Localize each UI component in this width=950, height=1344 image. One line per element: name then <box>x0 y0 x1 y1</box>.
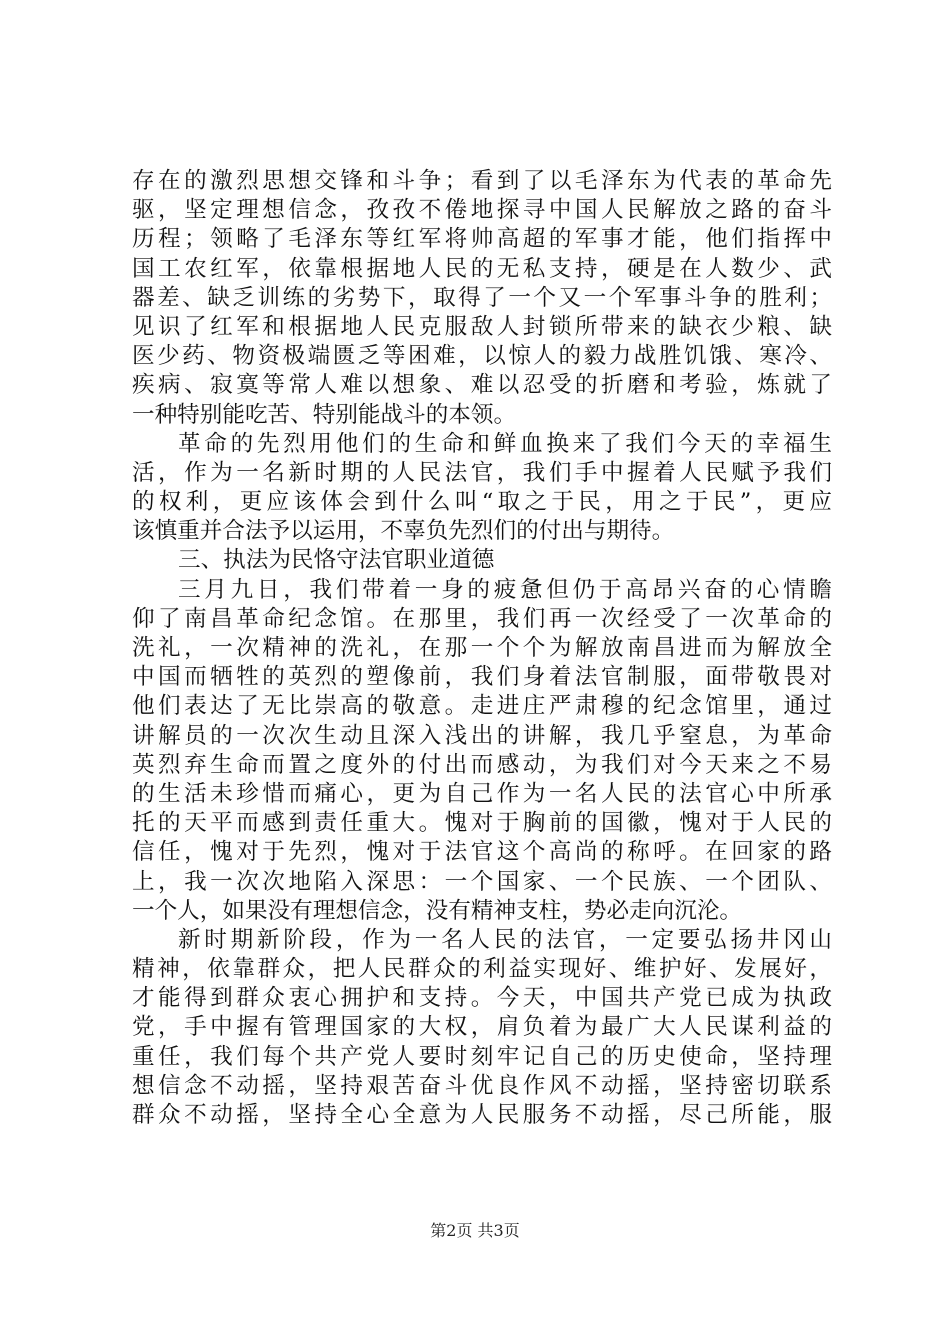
text-line: 上，我一次次地陷入深思：一个国家、一个民族、一个团队、 <box>132 868 832 895</box>
text-line: 信任，愧对于先烈，愧对于法官这个高尚的称呼。在回家的路 <box>132 839 832 866</box>
document-body <box>132 167 832 1130</box>
text-line: 历程；领略了毛泽东等红军将帅高超的军事才能，他们指挥中 <box>132 226 832 253</box>
text-line: 讲解员的一次次生动且深入浅出的讲解，我几乎窒息，为革命 <box>132 722 832 749</box>
page-number-label: 第2页 共3页 <box>430 1221 520 1240</box>
text-line: 党，手中握有管理国家的大权，肩负着为最广大人民谋利益的 <box>132 1014 832 1041</box>
text-line: 三、执法为民恪守法官职业道德 <box>178 547 495 574</box>
text-line: 见识了红军和根据地人民克服敌人封锁所带来的缺衣少粮、缺 <box>132 313 832 340</box>
text-line: 一种特别能吃苦、特别能战斗的本领。 <box>132 401 517 428</box>
text-line: 器差、缺乏训练的劣势下，取得了一个又一个军事斗争的胜利； <box>132 284 832 311</box>
text-line: 才能得到群众衷心拥护和支持。今天，中国共产党已成为执政 <box>132 985 832 1012</box>
text-line: 驱，坚定理想信念，孜孜不倦地探寻中国人民解放之路的奋斗 <box>132 197 832 224</box>
text-line: 革命的先烈用他们的生命和鲜血换来了我们今天的幸福生 <box>178 430 832 457</box>
text-line: 新时期新阶段，作为一名人民的法官，一定要弘扬井冈山 <box>178 926 832 953</box>
page-footer <box>0 1218 950 1241</box>
text-line: 想信念不动摇，坚持艰苦奋斗优良作风不动摇，坚持密切联系 <box>132 1072 832 1099</box>
text-line: 国工农红军，依靠根据地人民的无私支持，硬是在人数少、武 <box>132 255 832 282</box>
text-line: 一个人，如果没有理想信念，没有精神支柱，势必走向沉沦。 <box>132 897 743 924</box>
text-line: 他们表达了无比崇高的敬意。走进庄严肃穆的纪念馆里，通过 <box>132 693 832 720</box>
text-line: 群众不动摇，坚持全心全意为人民服务不动摇，尽己所能，服 <box>132 1102 832 1128</box>
text-line: 托的天平而感到责任重大。愧对于胸前的国徽，愧对于人民的 <box>132 810 832 837</box>
text-line: 英烈弃生命而置之度外的付出而感动，为我们对今天来之不易 <box>132 751 832 778</box>
text-line: 精神，依靠群众，把人民群众的利益实现好、维护好、发展好， <box>132 956 832 983</box>
text-line: 中国而牺牲的英烈的塑像前，我们身着法官制服，面带敬畏对 <box>132 664 832 691</box>
text-line: 三月九日，我们带着一身的疲惫但仍于高昂兴奋的心情瞻 <box>178 576 832 603</box>
text-line: 该慎重并合法予以运用，不辜负先烈们的付出与期待。 <box>132 518 675 545</box>
text-line: 洗礼，一次精神的洗礼，在那一个个为解放南昌进而为解放全 <box>132 635 832 661</box>
text-line: 存在的激烈思想交锋和斗争；看到了以毛泽东为代表的革命先 <box>132 168 832 194</box>
text-line: 活，作为一名新时期的人民法官，我们手中握着人民赋予我们 <box>132 459 832 486</box>
text-line: 的生活未珍惜而痛心，更为自己作为一名人民的法官心中所承 <box>132 780 832 807</box>
text-line: 疾病、寂寞等常人难以想象、难以忍受的折磨和考验，炼就了 <box>132 372 832 399</box>
text-line: 的权利，更应该体会到什么叫“取之于民，用之于民”，更应 <box>132 489 832 516</box>
text-line: 仰了南昌革命纪念馆。在那里，我们再一次经受了一次革命的 <box>132 605 832 632</box>
text-line: 重任，我们每个共产党人要时刻牢记自己的历史使命，坚持理 <box>132 1043 832 1070</box>
text-line: 医少药、物资极端匮乏等困难，以惊人的毅力战胜饥饿、寒冷、 <box>132 343 832 370</box>
